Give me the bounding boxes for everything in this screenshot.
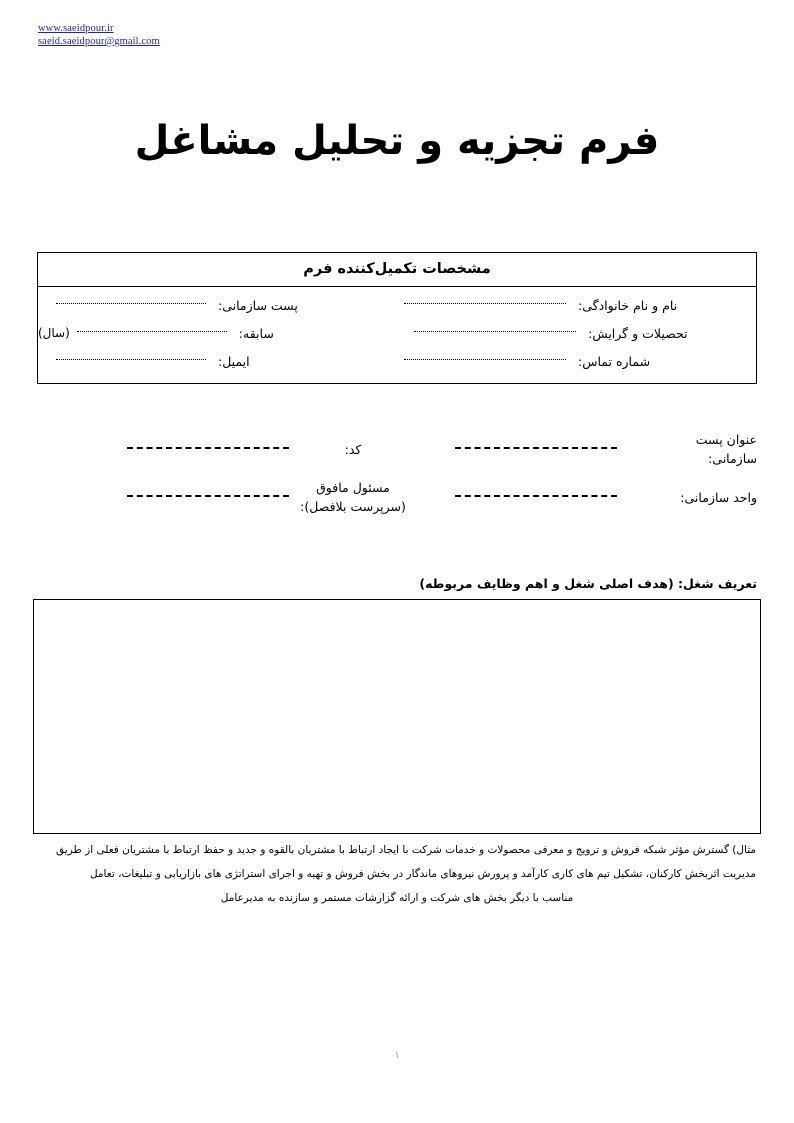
form-filler-table — [37, 252, 757, 384]
phone-label: شماره تماس: — [578, 353, 651, 369]
example-note-line1: مثال) گسترش مؤثر شبکه فروش و ترویج و معرفی محصولات و خدمات شرکت با ایجاد ارتباط با مشتریان بالقوه و جدید و حفظ ارتباط با مشتریان فعلی از طریق — [56, 844, 756, 856]
page-title: فرم تجزیه و تحلیل مشاغل — [134, 118, 660, 164]
unit-label — [639, 488, 757, 507]
example-note-line2: مدیریت اثربخش کارکنان، تشکیل تیم های کاری کارآمد و پرورش نیروهای ماندگار در بخش فروش و تهیه و اجرای استراتژی های بازاریابی و تبلیغات، تعامل — [89, 868, 756, 880]
code-label — [289, 440, 417, 459]
code-label-line1: کد: — [344, 441, 362, 457]
post-title-label-line1: عنوان پست — [695, 432, 757, 447]
post-row — [37, 473, 757, 521]
email-link[interactable]: saeid.saeidpour@gmail.com — [38, 36, 160, 47]
education-label: تحصیلات و گرایش: — [588, 325, 688, 341]
unit-input[interactable] — [455, 495, 617, 497]
supervisor-label — [289, 478, 417, 516]
name-input[interactable] — [404, 303, 566, 304]
experience-input[interactable] — [77, 331, 227, 332]
unit-label-line1: واحد سازمانی: — [680, 489, 757, 505]
table-body — [38, 287, 756, 383]
post-title-input[interactable] — [455, 447, 617, 449]
supervisor-label-line2: (سرپرست بلافصل): — [300, 499, 406, 514]
table-row — [38, 319, 756, 347]
position-label: پست سازمانی: — [218, 297, 298, 313]
page-number: ۱ — [394, 1050, 400, 1061]
post-title-label-line2: سازمانی: — [708, 451, 757, 466]
job-definition-textarea[interactable] — [33, 599, 761, 834]
table-row — [38, 291, 756, 319]
job-definition-label: تعریف شغل: (هدف اصلی شغل و اهم وظایف مربوطه) — [419, 576, 757, 591]
post-details-block — [37, 425, 757, 521]
email-label: ایمیل: — [218, 353, 250, 369]
post-title-label — [639, 430, 757, 468]
experience-unit: (سال) — [38, 326, 70, 340]
example-note — [38, 838, 756, 910]
code-input[interactable] — [127, 447, 289, 449]
website-link[interactable]: www.saeidpour.ir — [38, 23, 114, 34]
phone-input[interactable] — [404, 359, 566, 360]
name-label: نام و نام خانوادگی: — [578, 297, 678, 313]
site-header — [38, 22, 160, 48]
education-input[interactable] — [414, 331, 576, 332]
position-input[interactable] — [56, 303, 206, 304]
example-note-line3: مناسب با دیگر بخش های شرکت و ارائه گزارشات مستمر و سازنده به مدیرعامل — [220, 892, 574, 904]
post-row — [37, 425, 757, 473]
supervisor-input[interactable] — [127, 495, 289, 497]
email-input[interactable] — [56, 359, 206, 360]
table-row — [38, 347, 756, 375]
supervisor-label-line1: مسئول مافوق — [316, 480, 390, 495]
table-heading: مشخصات تکمیل‌کننده فرم — [38, 253, 756, 287]
experience-label: سابقه: — [238, 325, 274, 341]
